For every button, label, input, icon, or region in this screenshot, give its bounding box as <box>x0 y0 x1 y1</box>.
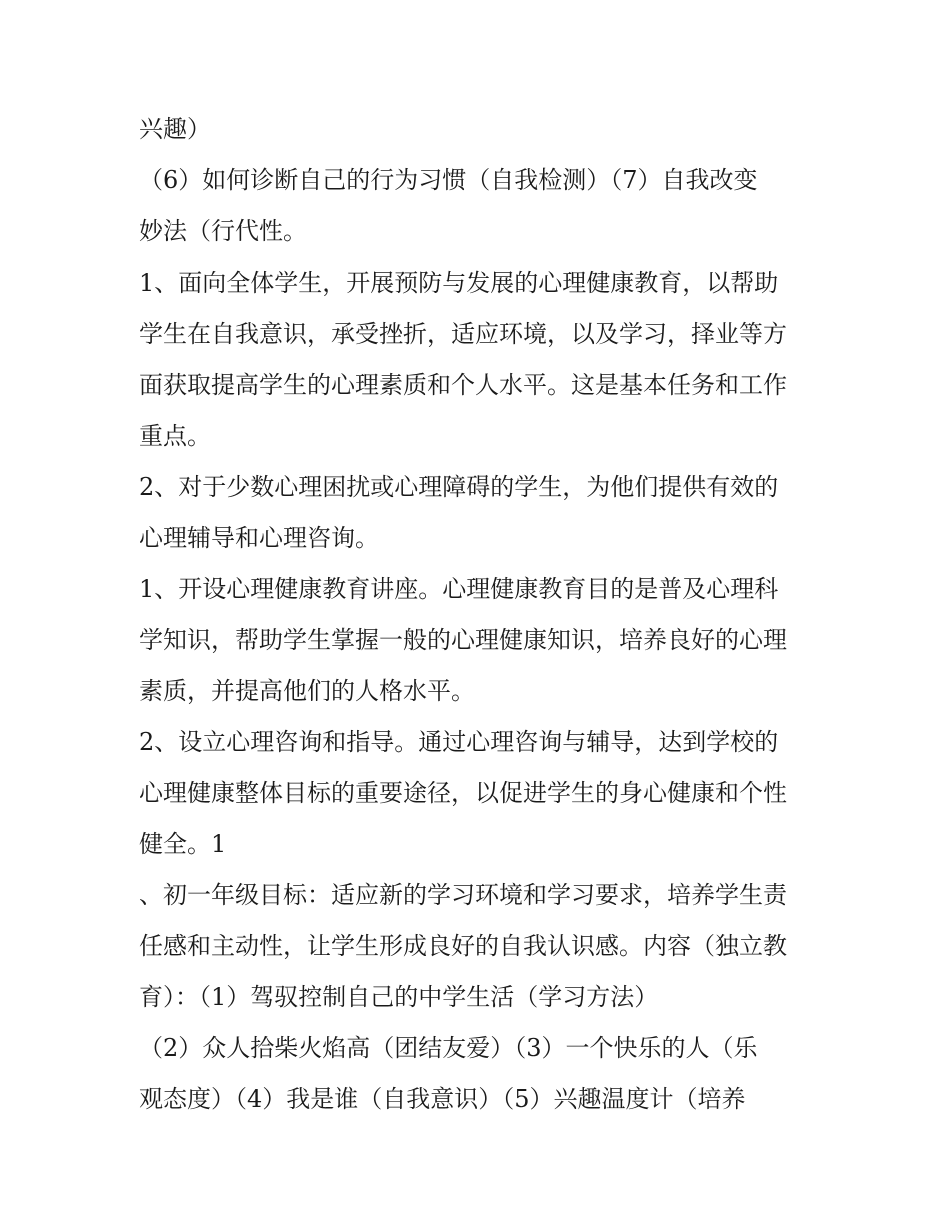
text-line: 、初一年级目标：适应新的学习环境和学习要求，培养学生责 <box>139 881 787 909</box>
text-line: 健全。1 <box>139 830 227 858</box>
text-line: 1、面向全体学生，开展预防与发展的心理健康教育，以帮助 <box>139 269 779 297</box>
text-line: 面获取提高学生的心理素质和个人水平。这是基本任务和工作 <box>139 371 787 399</box>
text-line: 素质，并提高他们的人格水平。 <box>139 677 475 705</box>
text-line: 重点。 <box>139 422 211 450</box>
text-line: 观态度）（4）我是谁（自我意识）（5）兴趣温度计（培养 <box>139 1085 746 1113</box>
text-line: 1、开设心理健康教育讲座。心理健康教育目的是普及心理科 <box>139 575 779 603</box>
text-line: 学生在自我意识，承受挫折，适应环境，以及学习，择业等方 <box>139 320 787 348</box>
text-line: （6）如何诊断自己的行为习惯（自我检测）（7）自我改变 <box>139 166 758 194</box>
text-line: 妙法（行代性。 <box>139 217 307 245</box>
text-line: 心理辅导和心理咨询。 <box>139 524 379 552</box>
text-line: 兴趣） <box>139 115 211 143</box>
text-line: 任感和主动性，让学生形成良好的自我认识感。内容（独立教 <box>139 932 787 960</box>
text-line: 2、设立心理咨询和指导。通过心理咨询与辅导，达到学校的 <box>139 728 779 756</box>
text-line: （2）众人拾柴火焰高（团结友爱）（3）一个快乐的人（乐 <box>139 1034 758 1062</box>
text-line: 学知识，帮助学生掌握一般的心理健康知识，培养良好的心理 <box>139 626 787 654</box>
text-line: 2、对于少数心理困扰或心理障碍的学生，为他们提供有效的 <box>139 473 779 501</box>
text-line: 心理健康整体目标的重要途径，以促进学生的身心健康和个性 <box>139 779 787 807</box>
text-line: 育）：（1）驾驭控制自己的中学生活（学习方法） <box>139 983 659 1011</box>
